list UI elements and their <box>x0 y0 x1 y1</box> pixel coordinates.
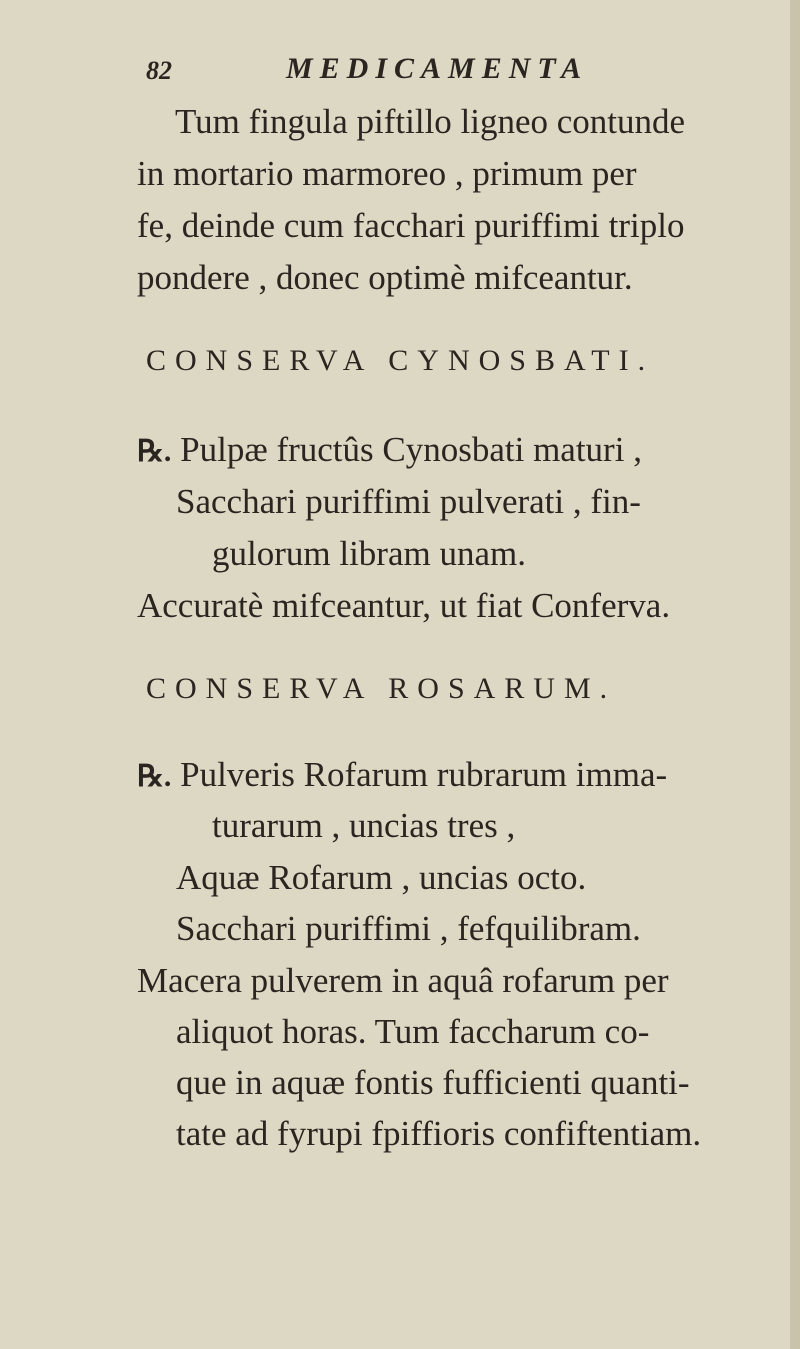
recipe-2-line-1-text: Pulveris Rofarum rubrarum imma- <box>180 755 668 794</box>
recipe-1-line-2: Sacchari puriffimi pulverati , fin- <box>176 482 641 521</box>
recipe-symbol: ℞. <box>137 760 172 793</box>
recipe-2-line-3: Aquæ Rofarum , uncias octo. <box>176 858 587 897</box>
intro-line-1: Tum fingula piftillo ligneo contunde <box>175 102 686 141</box>
running-head <box>146 52 589 86</box>
recipe-2-line-4: Sacchari puriffimi , fefquilibram. <box>176 909 641 948</box>
recipe-2-line-2: turarum , uncias tres , <box>212 806 516 845</box>
section-heading-cynosbati: CONSERVA CYNOSBATI. <box>146 344 655 377</box>
page-number: 82 <box>146 56 172 85</box>
intro-line-4: pondere , donec optimè mifceantur. <box>137 258 633 297</box>
recipe-2-line-7: que in aquæ fontis fufficienti quanti- <box>176 1063 690 1102</box>
recipe-2-line-6: aliquot horas. Tum faccharum co- <box>176 1012 650 1051</box>
intro-line-2: in mortario marmoreo , primum per <box>137 154 637 193</box>
recipe-symbol: ℞. <box>137 435 172 468</box>
recipe-2-line-1 <box>137 753 667 799</box>
section-heading-rosarum: CONSERVA ROSARUM. <box>146 672 617 705</box>
recipe-2-line-8: tate ad fyrupi fpiffioris confiftentiam. <box>176 1114 702 1153</box>
intro-line-3: fe, deinde cum facchari puriffimi triplo <box>137 206 685 245</box>
running-title: MEDICAMENTA <box>286 52 589 85</box>
recipe-1-line-1 <box>137 428 642 474</box>
page-edge-shadow <box>790 0 800 1349</box>
recipe-2-line-5: Macera pulverem in aquâ rofarum per <box>137 961 669 1000</box>
recipe-1-line-1-text: Pulpæ fructûs Cynosbati maturi , <box>180 430 642 469</box>
recipe-1-line-3: gulorum libram unam. <box>212 534 526 573</box>
recipe-1-line-4: Accuratè mifceantur, ut fiat Conferva. <box>137 586 671 625</box>
